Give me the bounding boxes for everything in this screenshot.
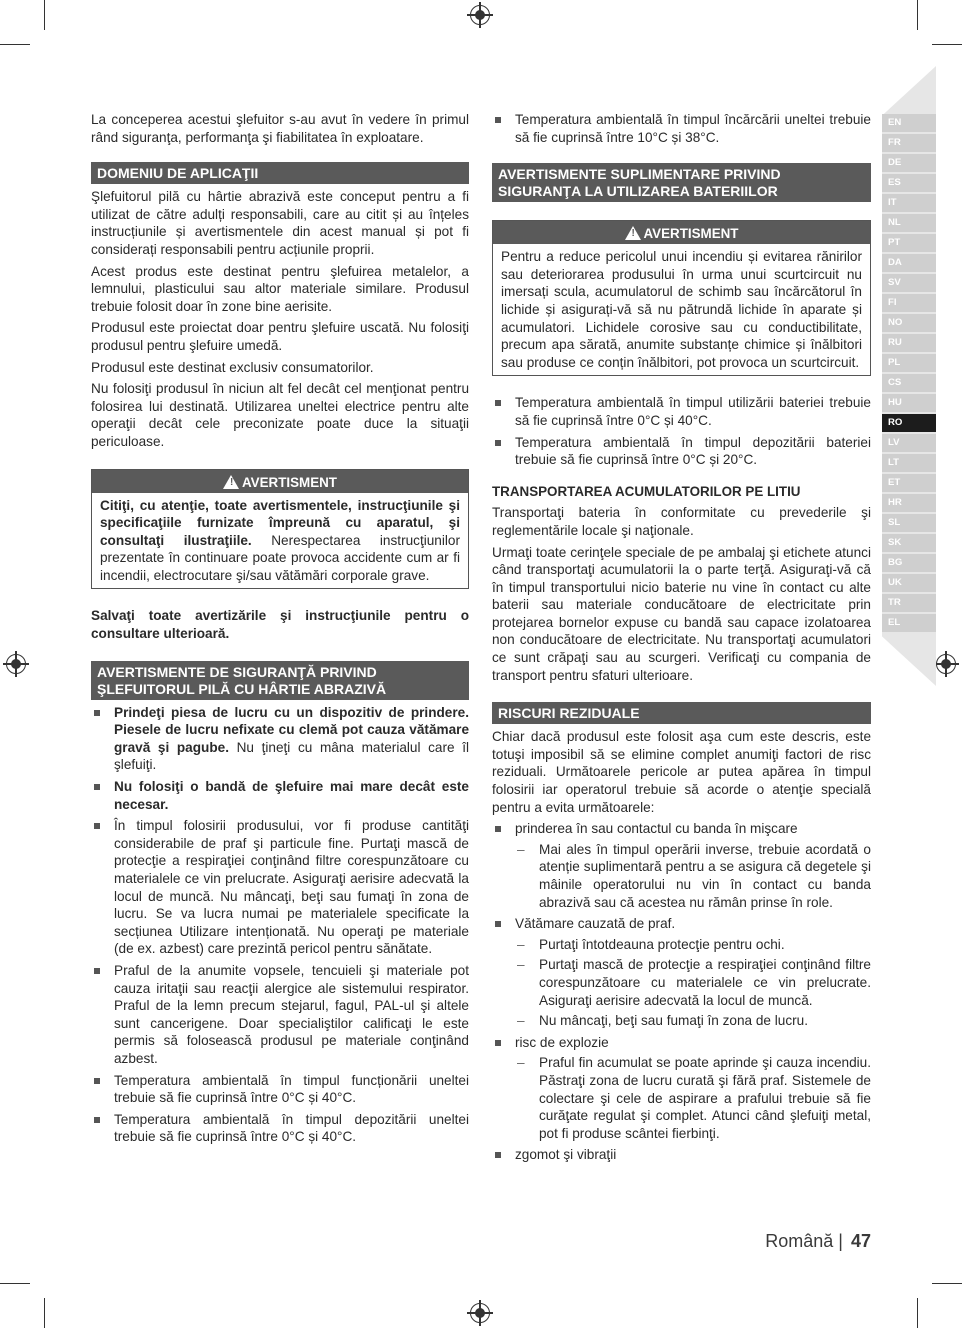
language-tab-hu[interactable]: HU xyxy=(882,394,936,412)
domeniu-paragraph: Acest produs este destinat pentru şlefuirea metalelor, a lemnului, plasticului sau altor materiale similare. Produsul trebuie folosit doar în zone bine aerisite. xyxy=(91,263,469,314)
language-tab-tr[interactable]: TR xyxy=(882,594,936,612)
language-tab-pt[interactable]: PT xyxy=(882,234,936,252)
list-item: Temperatura ambientală în timpul încărcării uneltei trebuie să fie cuprinsă între 10°C și 38°C. xyxy=(492,111,871,146)
list-item xyxy=(91,704,469,774)
language-tab-list xyxy=(882,114,936,634)
list-item: În timpul folosirii produsului, vor fi produse cantităţi considerabile de praf şi particule fine. Purtaţi mască de protecţie a respiraţiei conţinând filtre corespunzătoare cu materialele ce vin prelucrate. Asiguraţi aerisire adecvată la locul de muncă. Nu mâncaţi, beţi sau fumaţi în zona de lucru. Se va lucra numai pe materialele specificate la secțiunea Utilizare intenționată. Nu operaţi pe materiale (de ex. azbest) care prezintă pericol pentru sănătate. xyxy=(91,817,469,958)
list-item: Temperatura ambientală în timpul depozitării bateriei trebuie să fie cuprinsă între 0°C și 20°C. xyxy=(492,434,871,469)
crop-mark xyxy=(0,1283,30,1284)
sub-list-item: – Purtaţi întotdeauna protecţie pentru ochi. xyxy=(515,936,871,954)
warning-header xyxy=(493,221,870,244)
save-instructions-note: Salvaţi toate avertizările şi instrucţiunile pentru o consultare ulterioară. xyxy=(91,608,469,642)
language-tab-pl[interactable]: PL xyxy=(882,354,936,372)
language-tab-da[interactable]: DA xyxy=(882,254,936,272)
warning-body xyxy=(493,244,870,375)
warning-header xyxy=(92,470,468,493)
warning-title: AVERTISMENT xyxy=(643,226,739,242)
crop-mark xyxy=(44,1298,45,1328)
intro-paragraph: La conceperea acestui şlefuitor s-au avut în vedere în primul rând siguranţa, performanţa şi fiabilitatea în exploatare. xyxy=(91,112,469,145)
crop-mark xyxy=(932,44,962,45)
registration-mark-icon xyxy=(936,654,956,674)
language-tabs xyxy=(882,66,936,686)
sub-list xyxy=(515,1054,871,1142)
residual-risk-list xyxy=(492,820,871,1164)
registration-mark-icon xyxy=(6,654,26,674)
risk-text: Vătămare cauzată de praf. xyxy=(515,916,676,932)
risk-text: prinderea în sau contactul cu banda în mişcare xyxy=(515,821,798,837)
crop-mark xyxy=(932,1283,962,1284)
language-tab-cs[interactable]: CS xyxy=(882,374,936,392)
language-tab-ru[interactable]: RU xyxy=(882,334,936,352)
warning-body xyxy=(92,493,468,589)
list-item: Temperatura ambientală în timpul depozitării uneltei trebuie să fie cuprinsă între 0°C și 40°C. xyxy=(91,1111,469,1146)
left-column xyxy=(91,111,469,1150)
language-tab-lv[interactable]: LV xyxy=(882,434,936,452)
sub-list xyxy=(515,936,871,1030)
sub-list-item: – Nu mâncaţi, beţi sau fumaţi în zona de lucru. xyxy=(515,1012,871,1030)
list-item xyxy=(492,915,871,1030)
language-tab-no[interactable]: NO xyxy=(882,314,936,332)
language-tab-hr[interactable]: HR xyxy=(882,494,936,512)
language-tab-it[interactable]: IT xyxy=(882,194,936,212)
registration-mark-icon xyxy=(470,1303,490,1323)
registration-mark-icon xyxy=(470,5,490,25)
transport-paragraph: Transportaţi bateria în conformitate cu prevederile şi reglementările locale şi naţionale. xyxy=(492,505,871,538)
warning-text: Nerespectarea instrucţiunilor prezentate în continuare poate provoca accidente cum ar fi incendii, electrocutare şi/sau vătămări corporale grave. xyxy=(100,532,460,583)
crop-mark xyxy=(44,0,45,30)
section-heading-baterii: AVERTISMENTE SUPLIMENTARE PRIVIND SIGURANŢA LA UTILIZAREA BATERIILOR xyxy=(492,163,871,202)
bullet-bold-text: Prindeţi piesa de lucru cu un dispozitiv de prindere. Piesele de lucru nefixate cu clemă pot cauza vătămare gravă şi pagube. xyxy=(114,704,469,755)
charging-bullet-list xyxy=(492,111,871,146)
transport-paragraph: Urmaţi toate cerinţele speciale de pe ambalaj şi etichete atunci când transportaţi acumulatorii la o parte terţă. Asiguraţi-vă că în timpul transportului nicio baterie nu vine în contact cu alte baterii sau materiale conducătoare de electricitate prin protejarea bornelor expuse cu bandă sau capace izolatoarea non conducătoare de electricitate. Nu transportaţi acumulatori ce sunt crăpaţi sau au scurgeri. Verificaţi cu compania de transport pentru sfaturi ulterioare. xyxy=(492,544,871,683)
warning-title: AVERTISMENT xyxy=(242,474,337,490)
footer-language: Română | xyxy=(765,1231,843,1251)
crop-mark xyxy=(917,1298,918,1328)
list-item: Temperatura ambientală în timpul utilizării bateriei trebuie să fie cuprinsă între 0°C și 40°C. xyxy=(492,394,871,429)
list-item: zgomot şi vibraţii xyxy=(492,1146,871,1164)
battery-warning-box xyxy=(492,220,871,376)
crop-mark xyxy=(917,0,918,30)
page-footer xyxy=(765,1229,871,1253)
domeniu-paragraph: Produsul este destinat exclusiv consumatorilor. xyxy=(91,359,374,375)
list-item xyxy=(91,778,469,813)
sub-list-item: – Mai ales în timpul operării inverse, trebuie acordată o atenție suplimentară pentru a se asigura că degetele şi mâinile operatorului nu vin în contact cu banda abrazivă sau că acestea nu rămân prinse în role. xyxy=(515,841,871,911)
list-item xyxy=(492,820,871,911)
language-tab-fi[interactable]: FI xyxy=(882,294,936,312)
sub-list-item: – Purtaţi mască de protecţie a respiraţiei conţinând filtre corespunzătoare cu materialele ce vin prelucrate. Asiguraţi aerisire adecvată la locul de muncă. xyxy=(515,956,871,1009)
section-heading-siguranta: AVERTISMENTE DE SIGURANŢĂ PRIVIND ŞLEFUITORUL PILĂ CU HÂRTIE ABRAZIVĂ xyxy=(91,661,469,700)
riscuri-intro: Chiar dacă produsul este folosit aşa cum este descris, este totuşi imposibil să se elimine complet anumiţi factori de risc reziduali. Următoarele pericole ar putea apărea în timpul folosirii iar operatorul trebuie să acorde o atenţie specială pentru a evita următoarele: xyxy=(492,729,871,815)
risk-text: risc de explozie xyxy=(515,1034,609,1050)
right-column xyxy=(492,111,871,1168)
sub-list xyxy=(515,841,871,911)
safety-bullet-list xyxy=(91,704,469,1146)
warning-triangle-icon: ! xyxy=(223,475,239,489)
language-tab-sv[interactable]: SV xyxy=(882,274,936,292)
language-tab-et[interactable]: ET xyxy=(882,474,936,492)
page-number: 47 xyxy=(850,1231,871,1251)
language-tab-nl[interactable]: NL xyxy=(882,214,936,232)
crop-mark xyxy=(0,44,30,45)
bullet-text: Nu ţineţi cu mâna materialul care îl şlefuiţi. xyxy=(114,739,469,773)
warning-text: Pentru a reduce pericolul unui incendiu și evitarea rănirilor sau deteriorarea produsului în urma unui scurtcircuit nu imersați scula, acumulatorul de schimb sau încărcătorul în lichide și asigurați-vă să nu pătrundă lichide în aparate și acumulatori. Lichidele corosive sau cu conductibilitate, precum apa sărată, anumite substanțe chimice și înălbitori sau produse ce conțin înălbitori, pot provoca un scurtcircuit. xyxy=(501,249,862,370)
language-tab-fr[interactable]: FR xyxy=(882,134,936,152)
warning-bold-text: Citiţi, cu atenţie, toate avertismentele, instrucţiunile şi specificaţiile furnizate împreună cu aparatul, şi consultaţi ilustraţiile. xyxy=(100,497,460,548)
language-tab-es[interactable]: ES xyxy=(882,174,936,192)
language-tab-de[interactable]: DE xyxy=(882,154,936,172)
language-tab-el[interactable]: EL xyxy=(882,614,936,632)
list-item: Praful de la anumite vopsele, tencuieli şi materiale pot cauza iritaţii sau reacţii alergice ale sistemului respirator. Praful de la lemn precum stejarul, fagul, PAL-ul şi altele sunt cancerigene. Doar specialiştilor calificaţi le este permis să folosească produsul pe materiale conţinând azbest. xyxy=(91,962,469,1068)
battery-bullet-list xyxy=(492,394,871,468)
language-tab-lt[interactable]: LT xyxy=(882,454,936,472)
section-heading-riscuri: RISCURI REZIDUALE xyxy=(492,702,871,724)
warning-triangle-icon: ! xyxy=(625,226,641,240)
domeniu-paragraph: Produsul este proiectat doar pentru şlefuire uscată. Nu folosiţi produsul pentru şlefuire umedă. xyxy=(91,320,469,353)
sub-list-item: – Praful fin acumulat se poate aprinde şi cauza incendiu. Păstraţi zona de lucru curată şi fără praf. Sistemele de colectare şi cele de aspirare a prafului trebuie să fie curăţate regulat şi complet. Atunci când şlefuiţi metal, pot fi produse scântei fierbinţi. xyxy=(515,1054,871,1142)
language-tab-sk[interactable]: SK xyxy=(882,534,936,552)
domeniu-paragraph: Nu folosiţi produsul în niciun alt fel decât cel menţionat pentru folosirea lui destinată. Utilizarea uneltei electrice pentru alte operaţii decât cele preconizate poate duce la situaţii periculoase. xyxy=(91,381,469,449)
language-tab-ro[interactable]: RO xyxy=(882,414,936,432)
list-item: Temperatura ambientală în timpul funcționării uneltei trebuie să fie cuprinsă între 0°C și 40°C. xyxy=(91,1072,469,1107)
bullet-bold-text: Nu folosiţi o bandă de şlefuire mai mare decât este necesar. xyxy=(114,779,469,812)
language-tab-uk[interactable]: UK xyxy=(882,574,936,592)
language-tab-en[interactable]: EN xyxy=(882,114,936,132)
warning-box xyxy=(91,469,469,590)
domeniu-paragraph: Şlefuitorul pilă cu hârtie abrazivă este conceput pentru a fi utilizat de către adulți responsabili, care au citit și au înțeles instrucțiunile și avertismentele din acest manual și pot fi considerați responsabili pentru acțiunile proprii. xyxy=(91,189,469,257)
language-tab-sl[interactable]: SL xyxy=(882,514,936,532)
list-item xyxy=(492,1034,871,1143)
language-tab-bg[interactable]: BG xyxy=(882,554,936,572)
section-heading-domeniu: DOMENIU DE APLICAŢII xyxy=(91,162,469,184)
transport-heading: TRANSPORTAREA ACUMULATORILOR PE LITIU xyxy=(492,483,801,499)
